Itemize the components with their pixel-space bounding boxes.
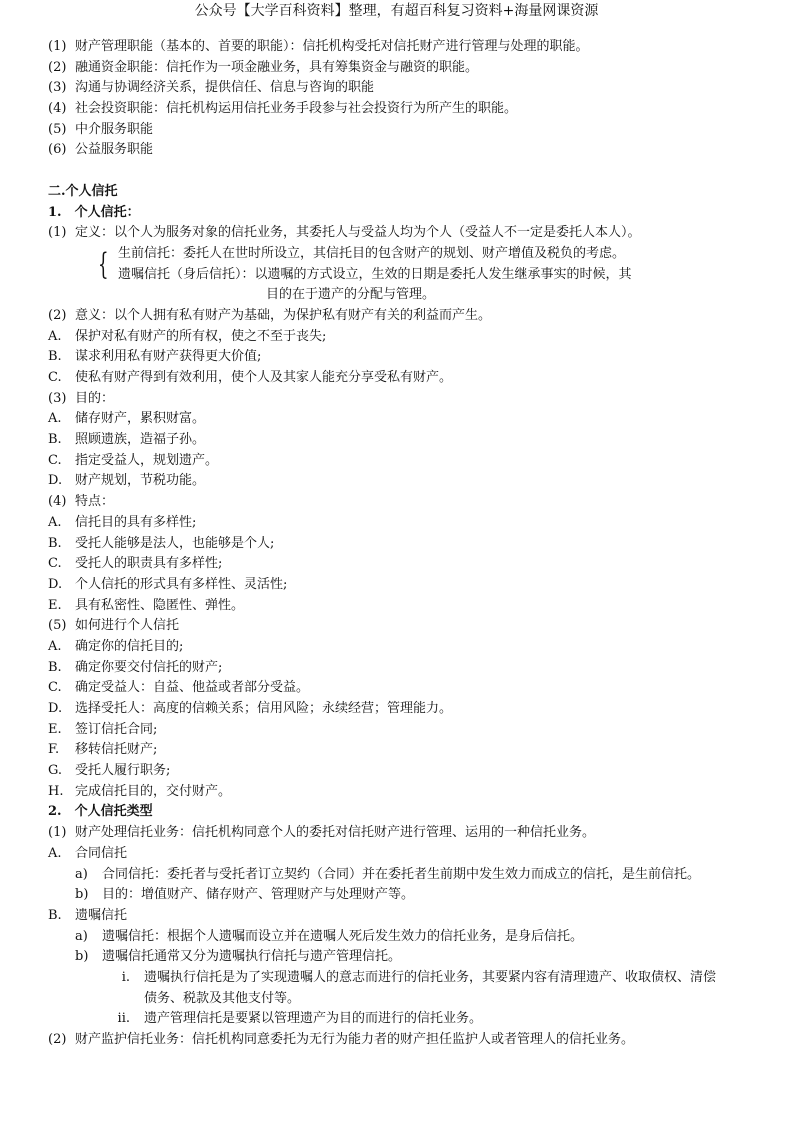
- item-label: b): [75, 887, 89, 903]
- item-label: (1): [48, 39, 67, 54]
- document-body: [48, 37, 768, 1051]
- item-text: 照顾遗族，造福子孙。: [75, 432, 206, 448]
- list-item: [48, 968, 768, 989]
- item-text: 信托目的具有多样性;: [75, 514, 197, 530]
- item-label: F.: [48, 742, 60, 758]
- definition-brace-group: [48, 244, 768, 285]
- list-item: [48, 740, 768, 761]
- item-label: ii.: [117, 1011, 130, 1027]
- item-text: 受托人履行职务;: [75, 763, 171, 779]
- item-label: D.: [48, 473, 63, 489]
- item-text: 意义：以个人拥有私有财产为基础，为保护私有财产有关的利益而产生。: [75, 307, 492, 323]
- item-label: a): [75, 866, 88, 882]
- item-label: D.: [48, 576, 63, 592]
- list-item: [48, 658, 768, 679]
- item-label: C.: [48, 452, 62, 468]
- item-text: 财产规划，节税功能。: [75, 473, 206, 489]
- list-item: [48, 906, 768, 927]
- definition-line: [48, 223, 768, 244]
- item-label: (2): [48, 59, 67, 75]
- list-item: [48, 823, 768, 844]
- item-text: 确定受益人：自益、他益或者部分受益。: [75, 680, 310, 696]
- item-text: 目的：: [75, 390, 115, 406]
- list-item: [48, 451, 768, 472]
- item-label: (4): [48, 494, 67, 510]
- list-item: [48, 699, 768, 720]
- item-text: 个人信托的形式具有多样性、灵活性;: [75, 576, 288, 592]
- list-item-continuation: 债务、税款及其他支付等。: [144, 990, 301, 1006]
- item-label: (6): [48, 142, 67, 158]
- item-text: 如何进行个人信托: [75, 618, 180, 634]
- page-header: 公众号【大学百科资料】整理，有超百科复习资料+海量网课资源: [194, 3, 599, 19]
- item-label: A.: [48, 845, 62, 861]
- list-item: [48, 720, 768, 741]
- item-label: E.: [48, 721, 62, 737]
- item-label: B.: [48, 535, 62, 551]
- list-item: [48, 534, 768, 555]
- item-label: i.: [121, 969, 130, 985]
- item-label: (5): [48, 618, 67, 634]
- list-item: [48, 389, 768, 410]
- item-label: A.: [48, 328, 62, 344]
- item-text: 特点：: [75, 494, 115, 510]
- item-text: 沟通与协调经济关系，提供信任、信息与咨询的职能: [75, 80, 375, 96]
- list-item: [48, 347, 768, 368]
- item-text: 受托人的职责具有多样性;: [75, 556, 223, 572]
- item-text: 移转信托财产;: [75, 742, 158, 758]
- list-item: [48, 637, 768, 658]
- item-text: 社会投资职能：信托机构运用信托业务手段参与社会投资行为所产生的职能。: [75, 101, 518, 117]
- item-label: C.: [48, 370, 62, 385]
- list-item: [48, 782, 768, 803]
- item-text: 遗嘱信托: [75, 907, 128, 923]
- item-text: 定义：以个人为服务对象的信托业务，其委托人与受益人均为个人（受益人不一定是委托人本人）。: [75, 225, 641, 241]
- item-text: 遗产管理信托是要紧以管理遗产为目的而进行的信托业务。: [144, 1011, 483, 1027]
- list-item: [48, 430, 768, 451]
- list-item: [48, 327, 768, 348]
- item-label: (4): [48, 101, 67, 117]
- item-label: B.: [48, 907, 62, 923]
- item-label: H.: [48, 783, 64, 799]
- item-text: 合同信托: [75, 845, 128, 861]
- item-label: a): [75, 928, 88, 944]
- item-text: 财产处理信托业务：信托机构同意个人的委托对信托财产进行管理、运用的一种信托业务。: [75, 825, 596, 841]
- spacer: [48, 161, 768, 182]
- list-item: [48, 575, 768, 596]
- item-text: 财产管理职能（基本的、首要的职能）：信托机构受托对信托财产进行管理与处理的职能。: [75, 39, 589, 54]
- item-label: C.: [48, 680, 62, 696]
- item-label: D.: [48, 701, 63, 716]
- item-label: A.: [48, 638, 62, 654]
- item-label: E.: [48, 597, 62, 613]
- item-label: (3): [48, 80, 67, 96]
- list-item: [48, 844, 768, 865]
- list-item: [48, 885, 768, 906]
- item-label: C.: [48, 556, 62, 572]
- list-item: [48, 306, 768, 327]
- item-label: B.: [48, 349, 62, 365]
- item-label: b): [75, 949, 89, 965]
- brace-icon: {: [98, 246, 109, 282]
- list-item: [48, 37, 768, 58]
- list-item: [48, 78, 768, 99]
- list-item: [48, 947, 768, 968]
- item-text: 选择受托人：高度的信赖关系；信用风险；永续经营；管理能力。: [75, 701, 453, 716]
- list-item: [48, 678, 768, 699]
- item-text: 储存财产，累积财富。: [75, 411, 206, 427]
- item-label: (3): [48, 390, 67, 406]
- item-text: 确定你的信托目的;: [75, 638, 184, 654]
- list-item: [48, 140, 768, 161]
- list-item: [48, 409, 768, 430]
- list-item: [48, 1009, 768, 1030]
- list-item: [48, 99, 768, 120]
- brace-line-continuation: 目的在于遗产的分配与管理。: [266, 287, 436, 303]
- item-label: A.: [48, 514, 62, 530]
- item-label: (2): [48, 307, 67, 323]
- list-item: [48, 1030, 768, 1051]
- subsection-title: 1. 个人信托：: [48, 204, 140, 220]
- item-text: 中介服务职能: [75, 121, 154, 137]
- item-label: G.: [48, 763, 63, 779]
- item-text: 保护对私有财产的所有权，使之不至于丧失;: [75, 328, 327, 344]
- item-text: 融通资金职能：信托作为一项金融业务，具有筹集资金与融资的职能。: [75, 59, 479, 75]
- item-text: 遗嘱执行信托是为了实现遗嘱人的意志而进行的信托业务，其要紧内容有清理遗产、收取债权、清偿: [144, 969, 717, 985]
- item-text: 财产监护信托业务：信托机构同意委托为无行为能力者的财产担任监护人或者管理人的信托业务。: [75, 1032, 635, 1047]
- brace-line: 遗嘱信托（身后信托）：以遗嘱的方式设立，生效的日期是委托人发生继承事实的时候，其: [118, 266, 632, 282]
- item-text: 完成信托目的，交付财产。: [75, 783, 232, 799]
- item-text: 指定受益人，规划遗产。: [75, 452, 219, 468]
- item-text: 确定你要交付信托的财产;: [75, 659, 223, 675]
- item-text: 遗嘱信托通常又分为遗嘱执行信托与遗产管理信托。: [102, 949, 402, 965]
- item-label: (1): [48, 225, 67, 241]
- item-label: (2): [48, 1032, 67, 1047]
- item-text: 公益服务职能: [75, 142, 154, 158]
- list-item: [48, 865, 768, 886]
- list-item: [48, 513, 768, 534]
- item-text: 目的：增值财产、储存财产、管理财产与处理财产等。: [102, 887, 415, 903]
- list-item: [48, 368, 768, 389]
- list-item: [48, 471, 768, 492]
- subsection-title: 2. 个人信托类型: [48, 804, 153, 820]
- list-item: [48, 761, 768, 782]
- section-title: 二.个人信托: [48, 183, 118, 199]
- item-text: 谋求利用私有财产获得更大价值;: [75, 349, 262, 365]
- item-text: 使私有财产得到有效利用，使个人及其家人能充分享受私有财产。: [75, 370, 453, 385]
- item-label: B.: [48, 432, 62, 448]
- item-text: 合同信托：委托者与受托者订立契约（合同）并在委托者生前期中发生效力而成立的信托，是生前信托。: [102, 866, 701, 882]
- list-item: [48, 58, 768, 79]
- item-text: 遗嘱信托：根据个人遗嘱而设立并在遗嘱人死后发生效力的信托业务，是身后信托。: [102, 928, 584, 944]
- item-label: (5): [48, 121, 67, 137]
- list-item: [48, 120, 768, 141]
- item-text: 具有私密性、隐匿性、弹性。: [75, 597, 245, 613]
- list-item: [48, 616, 768, 637]
- list-item: [48, 554, 768, 575]
- item-label: (1): [48, 825, 67, 841]
- brace-line: 生前信托：委托人在世时所设立，其信托目的包含财产的规划、财产增值及税负的考虑。: [118, 245, 626, 261]
- list-item: [48, 492, 768, 513]
- item-text: 签订信托合同;: [75, 721, 158, 737]
- list-item: [48, 596, 768, 617]
- item-text: 受托人能够是法人，也能够是个人;: [75, 535, 275, 551]
- list-item: [48, 927, 768, 948]
- item-label: A.: [48, 411, 62, 427]
- item-label: B.: [48, 659, 62, 675]
